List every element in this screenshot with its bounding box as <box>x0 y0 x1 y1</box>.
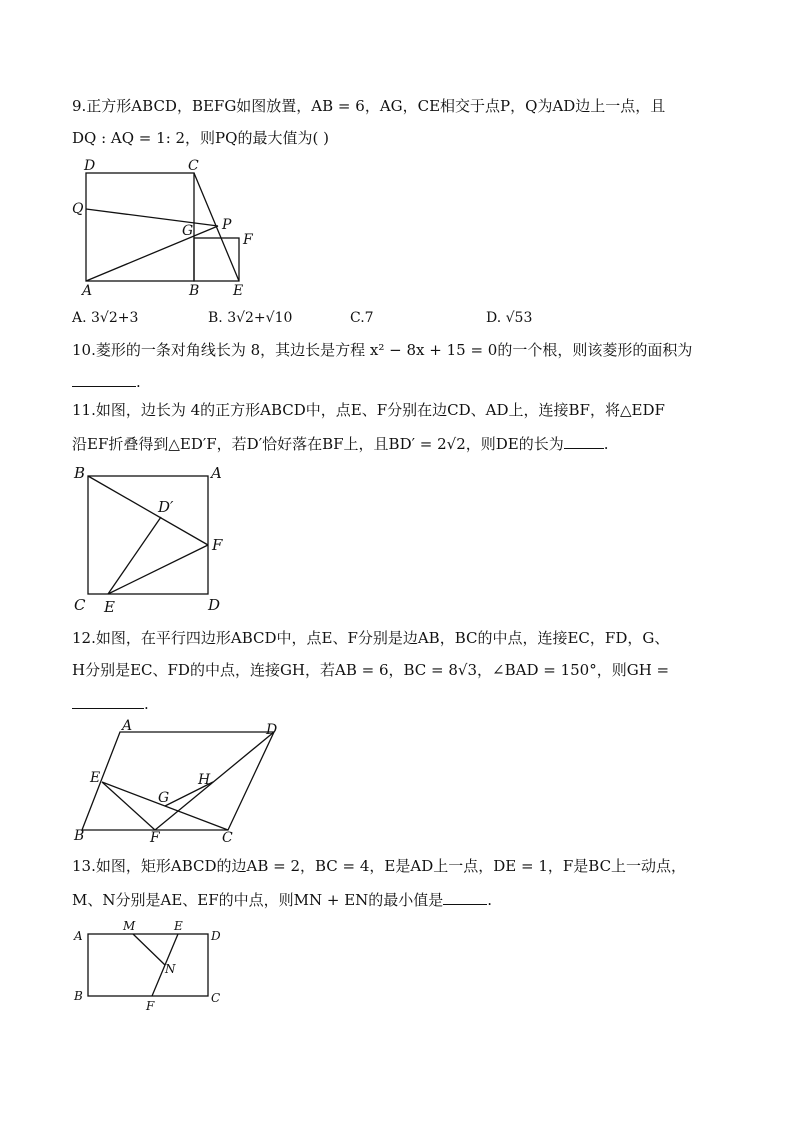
q9-text-line2: DQ : AQ = 1: 2，则PQ的最大值为( ) <box>72 129 329 147</box>
q9-figure <box>68 155 268 300</box>
q13-label-m: M <box>123 919 136 933</box>
q12-text-line1: 12.如图，在平行四边形ABCD中，点E、F分别是边AB，BC的中点，连接EC，FD，G、 <box>72 629 670 647</box>
q9-text-line1: 9.正方形ABCD，BEFG如图放置，AB = 6，AG，CE相交于点P，Q为AD边上一点，且 <box>72 97 666 115</box>
q9-label-c: C <box>188 158 199 174</box>
q12-label-c: C <box>222 830 233 846</box>
q12-answer-line <box>72 692 149 714</box>
q10-text-line1: 10.菱形的一条对角线长为 8，其边长是方程 x² − 8x + 15 = 0的一个根，则该菱形的面积为 <box>72 341 693 359</box>
q13-figure <box>68 914 238 1014</box>
q13-label-d: D <box>211 929 221 943</box>
q9-option-a[interactable]: A. 3√2+3 <box>72 310 139 326</box>
q12-label-f: F <box>150 830 160 846</box>
q9-label-p: P <box>222 217 232 233</box>
q9-square-befg <box>194 238 239 281</box>
q12-parallelogram-abcd <box>82 732 274 830</box>
q11-text-line2: 沿EF折叠得到△ED′F，若D′恰好落在BF上，且BD′ = 2√2，则DE的长为 <box>72 435 564 453</box>
q13-label-e: E <box>174 919 183 933</box>
q9-line-ag <box>86 226 218 281</box>
q12-label-d: D <box>266 722 278 738</box>
q11-label-a: A <box>211 464 222 482</box>
q13-label-a: A <box>74 929 83 943</box>
q11-line-ed-prime <box>108 517 161 594</box>
q9-line-ce <box>194 173 239 281</box>
q12-line-ef <box>102 782 155 830</box>
q13-line-mn <box>133 934 165 965</box>
q13-label-n: N <box>165 962 176 976</box>
q13-text-line2: M、N分别是AE、EF的中点，则MN + EN的最小值是 <box>72 891 444 909</box>
q12-figure <box>68 716 298 846</box>
q13-rectangle-abcd <box>88 934 208 996</box>
q13-text-line2-wrap <box>72 888 492 910</box>
q9-label-a: A <box>82 283 93 299</box>
q11-label-f: F <box>212 536 223 554</box>
q9-square-abcd <box>86 173 194 281</box>
q9-option-b[interactable]: B. 3√2+√10 <box>208 310 293 326</box>
q13-text-line1: 13.如图，矩形ABCD的边AB = 2，BC = 4，E是AD上一点，DE = 1，F是BC上一动点， <box>72 857 687 875</box>
q9-label-b: B <box>189 283 200 299</box>
q13-label-b: B <box>74 989 83 1003</box>
q12-label-g: G <box>158 790 170 806</box>
q11-figure <box>68 460 238 618</box>
q9-label-f: F <box>243 232 253 248</box>
q12-answer-blank[interactable] <box>72 692 144 709</box>
q10-period: . <box>136 373 141 391</box>
q12-text-line2: H分别是EC、FD的中点，连接GH，若AB = 6，BC = 8√3，∠BAD = 150°，则GH = <box>72 661 670 679</box>
q13-period: . <box>487 891 493 909</box>
q12-period: . <box>144 695 149 713</box>
q12-label-e: E <box>90 770 101 786</box>
q12-label-h: H <box>198 772 211 788</box>
q12-label-b: B <box>74 828 85 844</box>
q11-line-bf <box>88 476 208 545</box>
q9-label-e: E <box>233 283 244 299</box>
q9-line-pq <box>86 209 218 226</box>
q13-label-c: C <box>211 991 221 1005</box>
q11-text-line1: 11.如图，边长为 4的正方形ABCD中，点E、F分别在边CD、AD上，连接BF，将△EDF <box>72 401 665 419</box>
q11-answer-blank[interactable] <box>564 432 604 449</box>
q11-label-d: D <box>208 596 221 614</box>
q11-text-line2-wrap <box>72 432 609 454</box>
q10-answer-blank[interactable] <box>72 370 136 387</box>
q9-label-q: Q <box>72 201 84 217</box>
q10-answer-line <box>72 370 141 392</box>
q11-label-d-prime: D′ <box>158 498 174 516</box>
q12-line-fd <box>155 732 274 830</box>
q9-label-g: G <box>182 223 194 239</box>
q11-label-b: B <box>74 464 86 482</box>
q11-label-c: C <box>74 596 86 614</box>
q9-label-d: D <box>84 158 96 174</box>
q13-answer-blank[interactable] <box>443 888 487 905</box>
q12-label-a: A <box>122 718 133 734</box>
q13-label-f: F <box>146 999 155 1013</box>
q11-label-e: E <box>104 598 115 616</box>
q9-option-d[interactable]: D. √53 <box>486 310 533 326</box>
q9-option-c[interactable]: C.7 <box>350 310 374 326</box>
q11-period: . <box>603 435 609 453</box>
q11-line-ef <box>108 545 208 594</box>
